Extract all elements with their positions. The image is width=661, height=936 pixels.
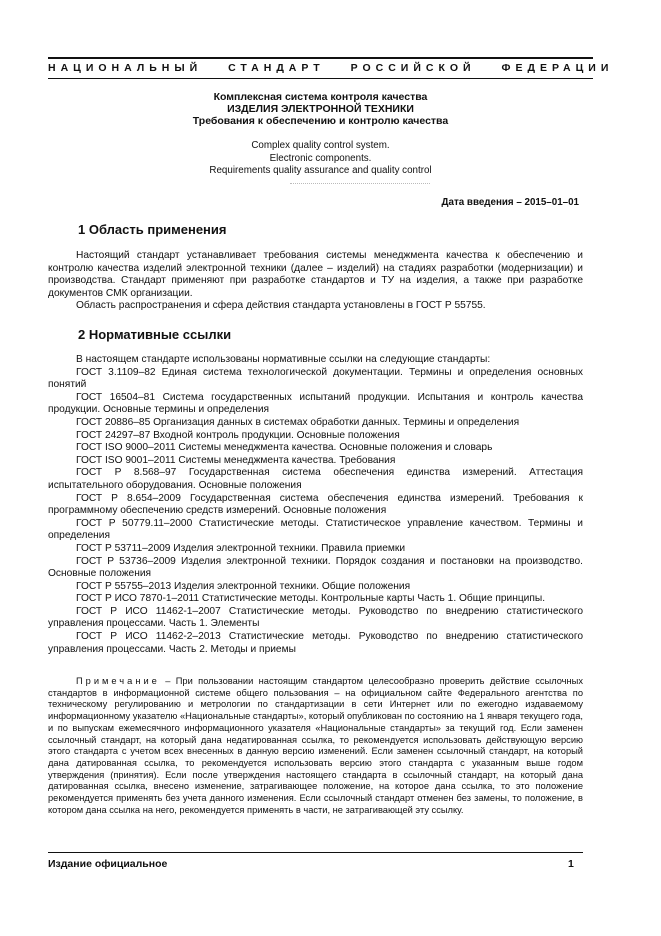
reference-item: ГОСТ 20886–85 Организация данных в системах обработки данных. Термины и определения	[76, 416, 520, 428]
reference-item: ГОСТ 24297–87 Входной контроль продукции. Основные положения	[76, 429, 400, 441]
section-1-heading: 1 Область применения	[78, 222, 227, 237]
reference-item: ГОСТ Р 8.654–2009 Государственная система обеспечения единства измерений. Требования к программному обеспечению средств измерений. Основные положения	[48, 492, 583, 517]
header-bottom-rule	[48, 78, 593, 79]
section-1-body	[48, 250, 583, 313]
title-ru-line3: Требования к обеспечению и контролю качества	[192, 115, 449, 127]
reference-item: ГОСТ 16504–81 Система государственных испытаний продукции. Испытания и контроль качества продукции. Основные термины и определения	[48, 391, 583, 416]
footer-rule	[48, 852, 583, 853]
reference-item: ГОСТ Р ИСО 11462-1–2007 Статистические методы. Руководство по внедрению статистического управления процессами. Часть 1. Элементы	[48, 605, 583, 630]
reference-item: ГОСТ Р ИСО 7870-1–2011 Статистические методы. Контрольные карты Часть 1. Общие принципы.	[76, 593, 546, 605]
section-1-paragraph-1: Настоящий стандарт устанавливает требования системы менеджмента качества к обеспечению и контролю качества изделий электронной техники (далее – изделий) на стадиях разработки (модернизации) и производства. Стандарт применяют при разработке стандартов и ТУ на изделия, а также при разработке документов СМК организации.	[48, 250, 583, 299]
standard-header-title: НАЦИОНАЛЬНЫЙ СТАНДАРТ РОССИЙСКОЙ ФЕДЕРАЦИИ	[48, 62, 614, 74]
reference-item: ГОСТ Р 53711–2009 Изделия электронной техники. Правила приемки	[76, 542, 406, 554]
introduction-date: Дата введения – 2015–01–01	[441, 197, 579, 208]
reference-item: ГОСТ ISO 9000–2011 Системы менеджмента качества. Основные положения и словарь	[76, 442, 493, 454]
header-top-rule	[48, 57, 593, 59]
references-note	[48, 676, 583, 816]
title-ru-line2: ИЗДЕЛИЯ ЭЛЕКТРОННОЙ ТЕХНИКИ	[227, 103, 414, 115]
title-en-line1: Complex quality control system.	[251, 140, 390, 151]
title-block	[48, 91, 593, 178]
section-2-heading: 2 Нормативные ссылки	[78, 327, 232, 342]
reference-item: ГОСТ ISO 9001–2011 Системы менеджмента качества. Требования	[76, 454, 396, 466]
reference-item: ГОСТ Р ИСО 11462-2–2013 Статистические методы. Руководство по внедрению статистического управления процессами. Часть 2. Методы и приемы	[48, 631, 583, 655]
note-label: Примечание	[76, 676, 160, 686]
reference-item: ГОСТ Р 8.568–97 Государственная система обеспечения единства измерений. Аттестация испытательного оборудования. Основные положения	[48, 467, 583, 491]
reference-item: ГОСТ 3.1109–82 Единая система технологической документации. Термины и определения основных понятий	[48, 366, 583, 391]
reference-item: ГОСТ Р 50779.11–2000 Статистические методы. Статистическое управление качеством. Термины и определения	[48, 517, 583, 542]
title-en-line3: Requirements quality assurance and quality control	[209, 165, 432, 176]
normative-references-list	[48, 354, 583, 656]
title-en-line2: Electronic components.	[269, 152, 372, 164]
note-text: – При пользовании настоящим стандартом целесообразно проверить действие ссылочных стандартов в информационной системе общего пользования – на официальном сайте Федерального агентства по техническому регулированию и метрологии по стандартизации в сети Интернет или по ежегодно издаваемому информационному указателю «Национальные стандарты», который опубликован по состоянию на 1 января текущего года, и по выпускам ежемесячного информационного указателя «Национальные стандарты» за текущий год. Если заменен ссылочный стандарт, на который дана недатированная ссылка, то рекомендуется использовать действующую версию этого стандарта с учетом всех внесенных в данную версию изменений. Если заменен ссылочный стандарт, на который дана датированная ссылка, то рекомендуется использовать версию этого стандарта с указанным выше годом утверждения (принятия). Если после утверждения настоящего стандарта в ссылочный стандарт, на который дана датированная ссылка, внесено изменение, затрагивающее положение, на которое дана ссылка, то это положение рекомендуется применять без учета данного изменения. Если ссылочный стандарт отменен без замены, то положение, в котором дана ссылка на него, рекомендуется применять в части, не затрагивающей эту ссылку.	[48, 676, 583, 815]
official-edition-label: Издание официальное	[48, 858, 168, 870]
reference-item: ГОСТ Р 55755–2013 Изделия электронной техники. Общие положения	[76, 580, 411, 592]
section-1-paragraph-2: Область распространения и сфера действия стандарта установлены в ГОСТ Р 55755.	[76, 300, 486, 312]
page-number: 1	[568, 858, 574, 870]
references-intro: В настоящем стандарте использованы нормативные ссылки на следующие стандарты:	[76, 354, 491, 365]
title-ru-line1: Комплексная система контроля качества	[213, 91, 428, 103]
reference-item: ГОСТ Р 53736–2009 Изделия электронной техники. Порядок создания и постановки на производство. Основные положения	[48, 555, 583, 580]
title-separator	[290, 183, 430, 184]
note-paragraph	[48, 676, 583, 816]
